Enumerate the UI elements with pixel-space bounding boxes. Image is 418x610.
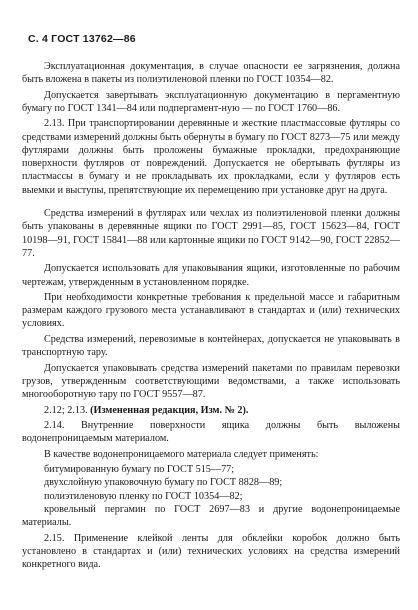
paragraph-boxes: Средства измерений в футлярах или чехлах из полиэтиленовой пленки должны быть упакованы в деревянные ящики по ГОСТ 2991—85, ГОСТ 15623—84, ГОСТ 10198—91, ГОСТ 15841—88 или картонные ящики по ГОСТ 9142—90, ГОСТ 22852—77. <box>22 208 400 259</box>
amendment-note <box>22 404 400 417</box>
paragraph-2-15: 2.15. Применение клейкой ленты для обклейки коробок должно быть установлено в стандартах и (или) технических условиях на средства измерений конкретного вида. <box>22 532 400 570</box>
paragraph-2-14: 2.14. Внутренние поверхности ящика должны быть выложены водонепроницаемым материалом. <box>22 419 400 445</box>
list-item-material: полиэтиленовую пленку по ГОСТ 10354—82; <box>44 490 243 502</box>
list-item-material: двухслойную упаковочную бумагу по ГОСТ 8828—89; <box>44 477 283 489</box>
amendment-bold: (Измененная редакция, Изм. № 2). <box>90 404 249 416</box>
paragraph-containers: Средства измерений, перевозимые в контейнерах, допускается не упаковывать в транспортную тару. <box>22 333 400 359</box>
paragraph-packets: Допускается упаковывать средства измерений пакетами по правилам перевозки грузов, утвержденным соответствующими ведомствами, а также использовать многооборотную тару по ГОСТ 9557—87. <box>22 362 400 401</box>
page-header: С. 4 ГОСТ 13762—86 <box>28 33 136 45</box>
list-item-material: битумированную бумагу по ГОСТ 515—77; <box>44 464 235 476</box>
list-item-material-text: кровельный пергамин по ГОСТ 2697—83 и другие водонепроницаемые материалы. <box>22 503 400 529</box>
list-item-material-last <box>22 503 400 530</box>
paragraph-materials-intro: В качестве водонепроницаемого материала следует применять: <box>44 448 319 460</box>
paragraph-2-13: 2.13. При транспортировании деревянные и жесткие пластмассовые футляры со средствами измерений должны быть обернуты в бумагу по ГОСТ 8273—75 или между футлярами должны быть проложены бумажные прокладки, предохраняющие поверхности футляров от повреждений. Допускается не обертывать футляры из пластмассы в бумагу и не прокладывать их прокладками, если у футляров есть выемки и выступы, препятствующие их перемещению при установке друг на друга. <box>22 118 400 196</box>
document-body <box>22 60 400 573</box>
amendment-prefix: 2.12; 2.13. <box>44 404 88 416</box>
paragraph-docs-packaging: Эксплуатационная документация, в случае опасности ее загрязнения, должна быть вложена в пакеты из полиэтиленовой пленки по ГОСТ 10354—82. <box>22 61 400 86</box>
paragraph-mass-requirements: При необходимости конкретные требования к предельной массе и габаритным размерам каждого грузового места устанавливают в стандартах и (или) технических условиях. <box>22 291 400 330</box>
paragraph-docs-wrapping: Допускается завертывать эксплуатационную документацию в пергаментную бумагу по ГОСТ 1341—84 или подпергамент-ную — по ГОСТ 1760—86. <box>22 89 400 114</box>
paragraph-gap <box>22 199 400 207</box>
paragraph-custom-boxes: Допускается использовать для упаковывания ящики, изготовленные по рабочим чертежам, утвержденным в установленном порядке. <box>22 263 400 288</box>
